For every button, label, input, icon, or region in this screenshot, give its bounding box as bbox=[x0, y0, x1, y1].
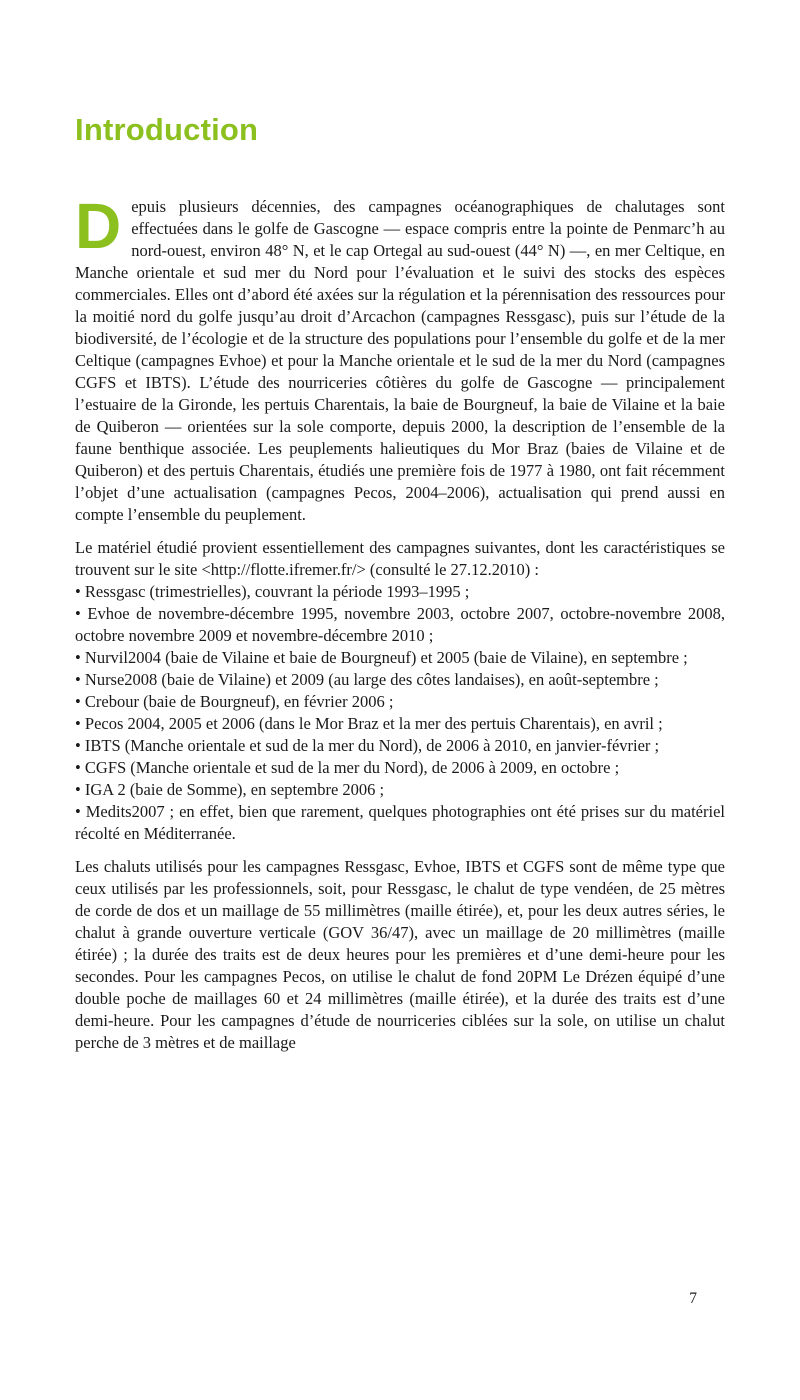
list-item: • Ressgasc (trimestrielles), couvrant la période 1993–1995 ; bbox=[75, 582, 470, 601]
page-title: Introduction bbox=[75, 112, 259, 147]
list-item: • Medits2007 ; en effet, bien que rarement, quelques photographies ont été prises sur du matériel récolté en Méditerranée. bbox=[75, 802, 725, 843]
list-item: • CGFS (Manche orientale et sud de la mer du Nord), de 2006 à 2009, en octobre ; bbox=[75, 758, 620, 777]
campaign-bullet-list bbox=[75, 581, 725, 845]
paragraph-trawl-description: Les chaluts utilisés pour les campagnes Ressgasc, Evhoe, IBTS et CGFS sont de même type que ceux utilisés par les professionnels, soit, pour Ressgasc, le chalut de type vendéen, de 25 mètres de corde de dos et un maillage de 55 millimètres (maille étirée), et, pour les deux autres séries, le chalut à grande ouverture verticale (GOV 36/47), avec un maillage de 20 millimètres (maille étirée) ; la durée des traits est de deux heures pour les premières et d’une demi-heure pour les secondes. Pour les campagnes Pecos, on utilise le chalut de fond 20PM Le Drézen équipé d’une double poche de maillages 60 et 24 millimètres (maille étirée), et la durée des traits est d’une demi-heure. Pour les campagnes d’étude de nourriceries ciblées sur la sole, on utilise un chalut perche de 3 mètres et de maillage bbox=[75, 857, 725, 1052]
list-item: • IGA 2 (baie de Somme), en septembre 2006 ; bbox=[75, 780, 385, 799]
list-item: • Nurvil2004 (baie de Vilaine et baie de Bourgneuf) et 2005 (baie de Vilaine), en septembre ; bbox=[75, 648, 688, 667]
list-item: • Crebour (baie de Bourgneuf), en février 2006 ; bbox=[75, 692, 394, 711]
intro-paragraph-text: epuis plusieurs décennies, des campagnes océanographiques de chalutages sont effectuées dans le golfe de Gascogne — espace compris entre la pointe de Penmarc’h au nord-ouest, environ 48° N, et le cap Ortegal au sud-ouest (44° N) —, en mer Celtique, en Manche orientale et sud mer du Nord pour l’évaluation et le suivi des stocks des espèces commerciales. Elles ont d’abord été axées sur la régulation et la pérennisation des ressources pour la moitié nord du golfe jusqu’au droit d’Arcachon (campagnes Ressgasc), puis sur l’étude de la biodiversité, de l’écologie et de la structure des populations pour l’ensemble du golfe et de la mer Celtique (campagnes Evhoe) et pour la Manche orientale et le sud de la mer du Nord (campagnes CGFS et IBTS). L’étude des nourriceries côtières du golfe de Gascogne — principalement l’estuaire de la Gironde, les pertuis Charentais, la baie de Bourgneuf, la baie de Vilaine et la baie de Quiberon — orientées sur la sole comporte, depuis 2000, la description de l’ensemble de la faune benthique associée. Les peuplements halieutiques du Mor Braz (baies de Vilaine et de Quiberon) et des pertuis Charentais, étudiés une première fois de 1977 à 1980, ont fait récemment l’objet d’une actualisation (campagnes Pecos, 2004–2006), actualisation qui prend aussi en compte l’ensemble du peuplement. bbox=[75, 197, 725, 524]
list-item: • Pecos 2004, 2005 et 2006 (dans le Mor Braz et la mer des pertuis Charentais), en avril ; bbox=[75, 714, 663, 733]
dropcap-letter: D bbox=[75, 190, 122, 262]
intro-paragraph bbox=[75, 190, 725, 526]
list-item: • IBTS (Manche orientale et sud de la mer du Nord), de 2006 à 2010, en janvier-février ; bbox=[75, 736, 660, 755]
paragraph-campaign-sources: Le matériel étudié provient essentiellement des campagnes suivantes, dont les caractéristiques se trouvent sur le site <http://flotte.ifremer.fr/> (consulté le 27.12.2010) : bbox=[75, 538, 725, 579]
list-item: • Nurse2008 (baie de Vilaine) et 2009 (au large des côtes landaises), en août-septembre ; bbox=[75, 670, 659, 689]
list-item: • Evhoe de novembre-décembre 1995, novembre 2003, octobre 2007, octobre-novembre 2008, octobre novembre 2009 et novembre-décembre 2010 ; bbox=[75, 604, 725, 645]
page-number: 7 bbox=[689, 1290, 697, 1307]
text-column bbox=[75, 112, 725, 1065]
